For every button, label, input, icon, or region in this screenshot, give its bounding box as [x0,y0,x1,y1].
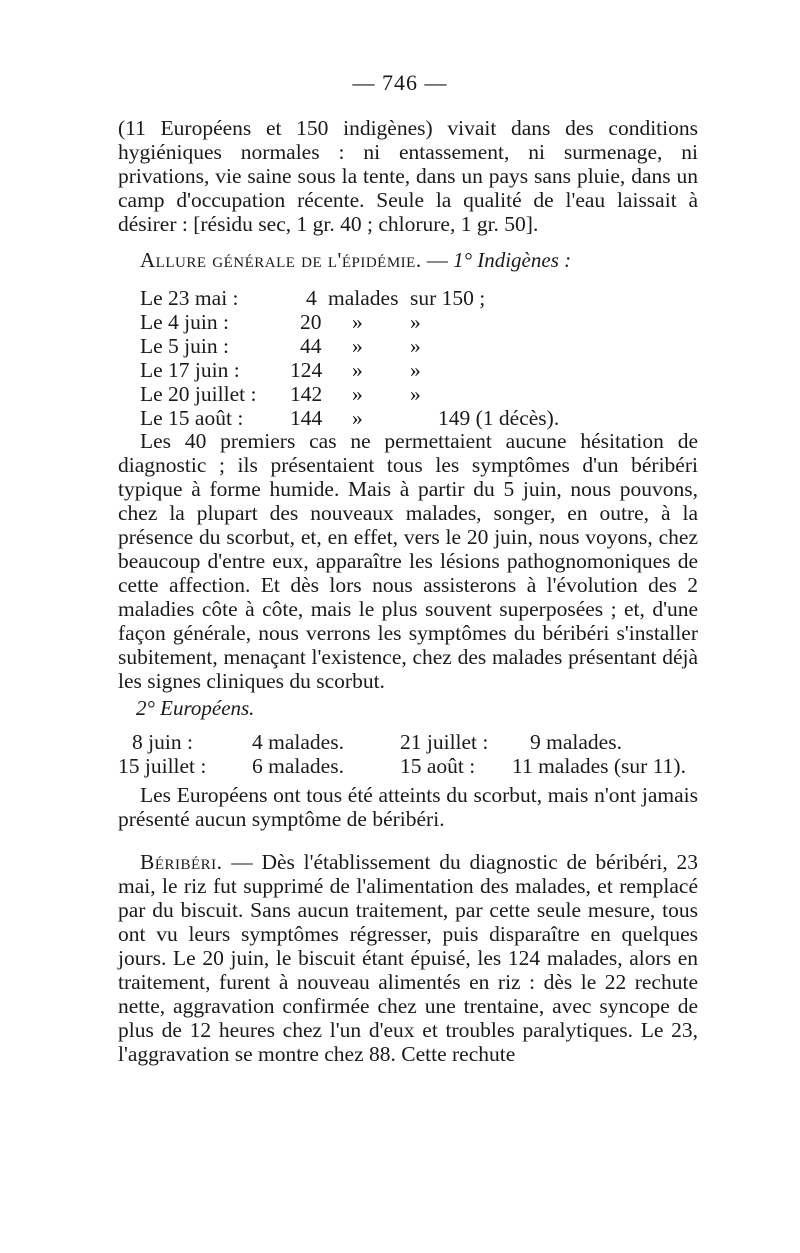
row-extra: » [410,358,421,382]
row-extra: 149 (1 décès). [438,406,560,430]
section-title: Allure générale de l'épidémie. [140,248,422,272]
subsection-indigenes: 1° Indigènes : [453,248,572,272]
row-count: 44 [300,334,322,358]
paragraph-4 [118,850,698,1066]
row-date: Le 15 août : [140,406,244,430]
row-extra: » [410,334,421,358]
row-label: » [352,310,363,334]
row-date-2: 15 août : [400,754,476,778]
row-count: 6 malades. [252,754,344,778]
row-extra: sur 150 ; [410,286,486,310]
row-label: » [352,334,363,358]
intro-paragraph: (11 Européens et 150 indigènes) vivait dans des conditions hygiéniques normales : ni entassement, ni surmenage, ni privations, vie saine sous la tente, dans un pays sans pluie, dans un camp d'occupation récente. Seule la qualité de l'eau laissait à désirer : [résidu sec, 1 gr. 40 ; chlorure, 1 gr. 50]. [118,116,698,236]
row-count: 142 [290,382,323,406]
row-label: malades [328,286,399,310]
paragraph-2-block [118,429,698,693]
section-dash: — [421,248,454,272]
row-count-2: 9 malades. [530,730,622,754]
row-count-2: 11 malades (sur 11). [512,754,686,778]
row-label: » [352,358,363,382]
beriberi-heading: Béribéri. [140,850,223,874]
paragraph-4-text: — Dès l'établissement du diagnostic de béribéri, 23 mai, le riz fut supprimé de l'alimentation des malades, et remplacé par du biscuit. Sans aucun traitement, par cette seule mesure, tous ont vu leurs symptômes régresser, puis disparaître en quelques jours. Le 20 juin, le biscuit étant épuisé, les 124 malades, alors en traitement, furent à nouveau alimentés en riz : dès le 22 rechute nette, aggravation confirmée chez une trentaine, avec syncope de plus de 12 heures chez l'un d'eux et troubles paralytiques. Le 23, l'aggravation se montre chez 88. Cette rechute [118,850,698,1066]
intro-paragraph-block [118,116,698,236]
row-date: 15 juillet : [118,754,207,778]
paragraph-3: Les Européens ont tous été atteints du scorbut, mais n'ont jamais présenté aucun symptôme de béribéri. [118,783,698,831]
row-date: Le 23 mai : [140,286,239,310]
row-date: Le 4 juin : [140,310,229,334]
row-label: » [352,406,363,430]
row-count: 124 [290,358,323,382]
page-number: — 746 — [352,70,448,95]
row-extra: » [410,382,421,406]
row-count: 4 malades. [252,730,344,754]
row-date: 8 juin : [132,730,193,754]
row-label: » [352,382,363,406]
row-extra: » [410,310,421,334]
section-heading [140,248,571,273]
paragraph-2: Les 40 premiers cas ne permettaient aucune hésitation de diagnostic ; ils présentaient tous les symptômes d'un béribéri typique à forme humide. Mais à partir du 5 juin, nous pouvons, chez la plupart des nouveaux malades, songer, en outre, à la présence du scorbut, et, en effet, vers le 20 juin, nous voyons, chez beaucoup d'entre eux, apparaître les lésions pathognomoniques de cette affection. Et dès lors nous assisterons à l'évolution des 2 maladies côte à côte, mais le plus souvent superposées ; et, d'une façon générale, nous verrons les symptômes du béribéri s'installer subitement, menaçant l'existence, chez des malades présentant déjà les signes cliniques du scorbut. [118,429,698,693]
europeens-heading: 2° Européens. [136,696,255,720]
row-count: 4 [306,286,317,310]
row-date: Le 5 juin : [140,334,229,358]
row-date-2: 21 juillet : [400,730,489,754]
row-count: 20 [300,310,322,334]
row-date: Le 20 juillet : [140,382,257,406]
paragraph-4-block [118,850,698,1066]
row-count: 144 [290,406,323,430]
row-date: Le 17 juin : [140,358,240,382]
paragraph-3-block [118,783,698,831]
